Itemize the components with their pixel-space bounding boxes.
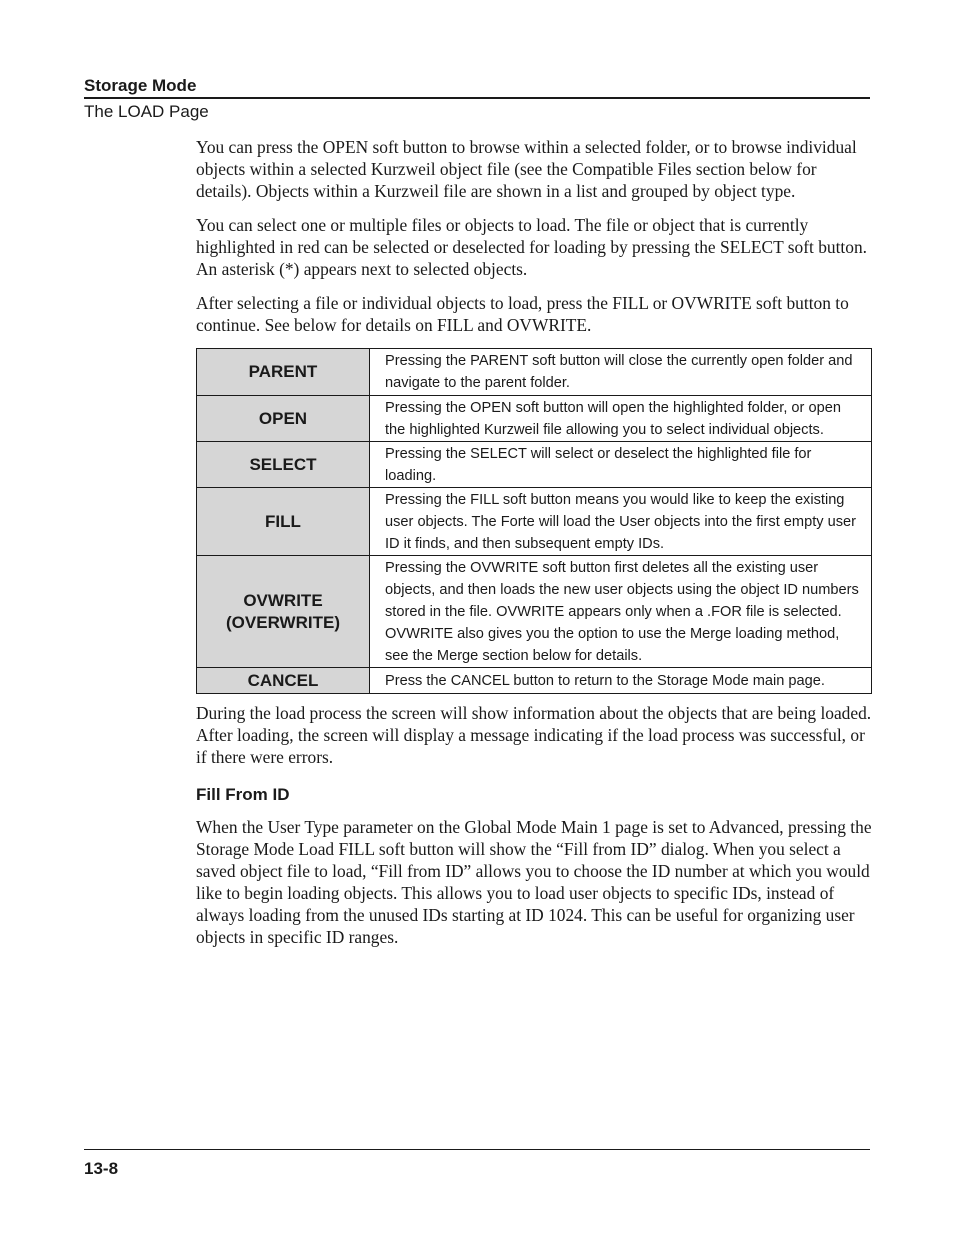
table-row: [197, 442, 872, 488]
button-description: Pressing the OVWRITE soft button first deletes all the existing user objects, and then loads the new user objects using the object ID numbers stored in the file. OVWRITE appears only when a .FOR file is selected. OVWRITE also gives you the option to use the Merge loading method, see the Merge section below for details.: [370, 556, 872, 668]
paragraph-select-files: You can select one or multiple files or objects to load. The file or object that is currently highlighted in red can be selected or deselected for loading by pressing the SELECT soft button. An asterisk (*) appears next to selected objects.: [196, 215, 867, 279]
button-description: Press the CANCEL button to return to the Storage Mode main page.: [370, 668, 872, 694]
table-row: [197, 668, 872, 694]
button-description: Pressing the OPEN soft button will open the highlighted folder, or open the highlighted Kurzweil file allowing you to select individual objects.: [370, 396, 872, 442]
button-name-ovwrite-line1: OVWRITE: [243, 590, 323, 610]
button-name-cancel: CANCEL: [197, 668, 370, 694]
button-description: Pressing the SELECT will select or deselect the highlighted file for loading.: [370, 442, 872, 488]
button-name-parent: PARENT: [197, 349, 370, 396]
table-row: [197, 349, 872, 396]
table-row: [197, 488, 872, 556]
paragraph-fill-ovwrite: After selecting a file or individual objects to load, press the FILL or OVWRITE soft button to continue. See below for details on FILL and OVWRITE.: [196, 293, 849, 335]
section-title: Storage Mode: [84, 76, 197, 95]
header-rule: [84, 97, 870, 99]
footer-rule: [84, 1149, 870, 1150]
paragraph-fill-from-id: When the User Type parameter on the Global Mode Main 1 page is set to Advanced, pressing the Storage Mode Load FILL soft button will show the “Fill from ID” dialog. When you select a saved object file to load, “Fill from ID” allows you to choose the ID number at which you would like to begin loading objects. This allows you to load user objects to specific IDs, instead of always loading from the unused IDs starting at ID 1024. This can be useful for organizing user objects in specific ID ranges.: [196, 817, 872, 947]
button-description: Pressing the PARENT soft button will close the currently open folder and navigate to the parent folder.: [370, 349, 872, 396]
button-description: Pressing the FILL soft button means you would like to keep the existing user objects. The Forte will load the User objects into the first empty user ID it finds, and then subsequent empty IDs.: [370, 488, 872, 556]
button-name-fill: FILL: [197, 488, 370, 556]
main-content: [196, 136, 872, 960]
page-number: 13-8: [84, 1159, 119, 1178]
fill-from-id-heading: Fill From ID: [196, 785, 290, 804]
paragraph-load-process: During the load process the screen will show information about the objects that are being loaded. After loading, the screen will display a message indicating if the load process was successful, or if there were errors.: [196, 703, 872, 767]
table-row: [197, 396, 872, 442]
button-name-select: SELECT: [197, 442, 370, 488]
soft-button-table: [196, 348, 872, 694]
paragraph-open-browse: You can press the OPEN soft button to browse within a selected folder, or to browse individual objects within a selected Kurzweil object file (see the Compatible Files section below for details). Objects within a Kurzweil file are shown in a list and grouped by object type.: [196, 137, 857, 201]
page-header: [84, 76, 870, 123]
button-name-ovwrite: [197, 556, 370, 668]
page-footer: [84, 1149, 870, 1179]
table-row: [197, 556, 872, 668]
page-subtitle: The LOAD Page: [84, 102, 209, 121]
button-name-ovwrite-line2: (OVERWRITE): [226, 612, 340, 632]
button-name-open: OPEN: [197, 396, 370, 442]
